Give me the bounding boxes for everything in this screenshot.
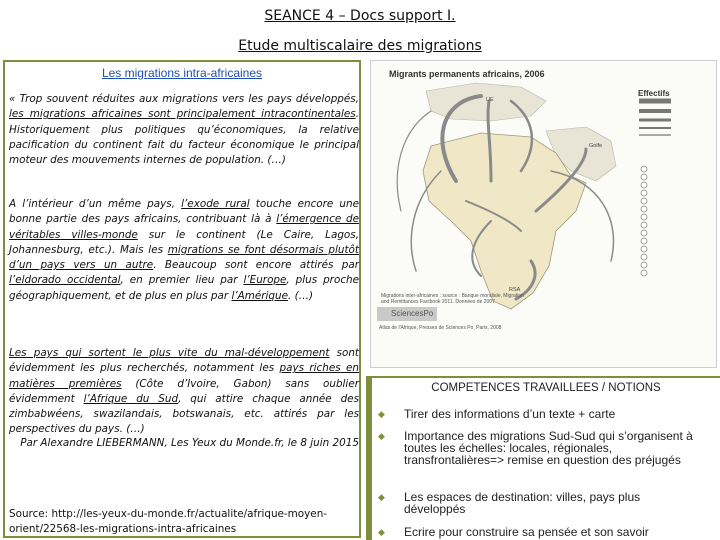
legend-marker [641,254,647,260]
page-title: SEANCE 4 – Docs support I. [264,8,456,24]
map-graphic [371,61,718,369]
competence-text: Les espaces de destination: villes, pays plus développés [404,490,641,516]
migration-map [370,60,717,368]
map-label-ue: UE [486,97,494,103]
legend-marker [641,166,647,172]
text-span: , plus proche géographiquement, et de plus en plus par [9,274,360,302]
competence-text: Importance des migrations Sud-Sud qui s’organisent à toutes les échelles: locales, régionales, transfrontalières=> remise en question des préjugés [404,429,693,467]
legend-marker [641,182,647,188]
competences-title: COMPETENCES TRAVAILLEES / NOTIONS [431,382,661,394]
diamond-bullet-icon: ◆ [378,527,385,537]
sciencespo-logo [377,307,437,321]
legend-marker [641,190,647,196]
underlined-text: l’Europe [243,274,287,287]
text-span: . (…) [288,289,314,302]
map-caption: Migrations inter-africaines : source : Banque mondiale, Migration and Remittances Factbook 2011. Données de 2007 [381,293,524,305]
map-title: Migrants permanents africains, 2006 [389,69,545,79]
underlined-text: pays riches en matières premières [9,362,359,390]
text-span: sont évidemment les plus recherchés, notamment les [9,347,360,375]
map-legend-title: Effectifs [638,89,670,98]
legend-marker [641,246,647,252]
competence-text: Ecrire pour construire sa pensée et son savoir [404,525,649,539]
source-line: Source: http://les-yeux-du-monde.fr/actualite/afrique-moyen-orient/22568-les-migrations-intra-africaines [9,508,328,535]
paragraph-2 [9,197,359,304]
underlined-text: l’exode rural [181,198,250,210]
text-span: , en premier lieu par [120,274,244,287]
logo-text: SciencesPo [391,309,434,318]
underlined-text: l’émergence de véritables villes-monde [9,213,359,241]
diamond-bullet-icon: ◆ [378,409,385,419]
text-span: (Côte d’Ivoire, Gabon) sans oublier évidemment [9,377,359,405]
underlined-text: les migrations africaines sont principalement intracontinentales [9,108,356,121]
map-label-golfe: Golfe [589,143,603,149]
text-span: . Historiquement plus politiques qu’économiques, la relative pacification du continent fait du facteur économique le principal moteur des mouvements internes de population. (…) [9,108,359,167]
underlined-text: l’Afrique du Sud [83,392,179,405]
text-span: touche encore une bonne partie des pays africains, contribuant là à [9,198,359,226]
underlined-text: l’eldorado occidental [9,274,121,287]
legend-marker [641,222,647,228]
underlined-text: l’Amérique [231,289,288,302]
legend-marker [641,262,647,268]
document-heading: Les migrations intra-africaines [101,66,263,80]
text-span: « Trop souvent réduites aux migrations vers les pays développés, [9,93,359,105]
legend-arrows [639,101,671,135]
text-span: , qui attire chaque année des zimbabwéens, swazilandais, botswanais, etc. attirés par les perspectives du pays. (…) [9,392,359,436]
text-span: sur le continent (Le Caire, Lagos, Johannesburg, etc.). Mais les [9,228,359,256]
author-line: Par Alexandre LIEBERMANN, Les Yeux du Monde.fr, le 8 juin 2015 [20,437,359,449]
legend-marker [641,206,647,212]
legend-marker [641,230,647,236]
legend-marker [641,238,647,244]
paragraph-3 [9,346,359,438]
competence-text: Tirer des informations d’un texte + carte [404,407,616,421]
paragraph-1 [9,92,359,168]
map-label-rsa: RSA [509,287,521,293]
underlined-text: migrations se font désormais plutôt d’un pays vers un autre [9,243,359,272]
text-span: A l’intérieur d’un même pays, [9,198,182,210]
text-span: . Beaucoup sont encore attirés par [153,259,359,272]
legend-markers [641,166,647,276]
legend-marker [641,214,647,220]
legend-marker [641,198,647,204]
page-subtitle: Etude multiscalaire des migrations [238,38,482,54]
underlined-text: Les pays qui sortent le plus vite du mal-développement [9,347,330,359]
diamond-bullet-icon: ◆ [378,492,385,502]
legend-marker [641,270,647,276]
diamond-bullet-icon: ◆ [378,431,385,441]
text-document-panel [3,60,361,538]
competences-panel [366,376,720,540]
map-credits: Atlas de l'Afrique, Presses de Sciences Po, Paris, 2008 [379,325,502,331]
legend-marker [641,174,647,180]
